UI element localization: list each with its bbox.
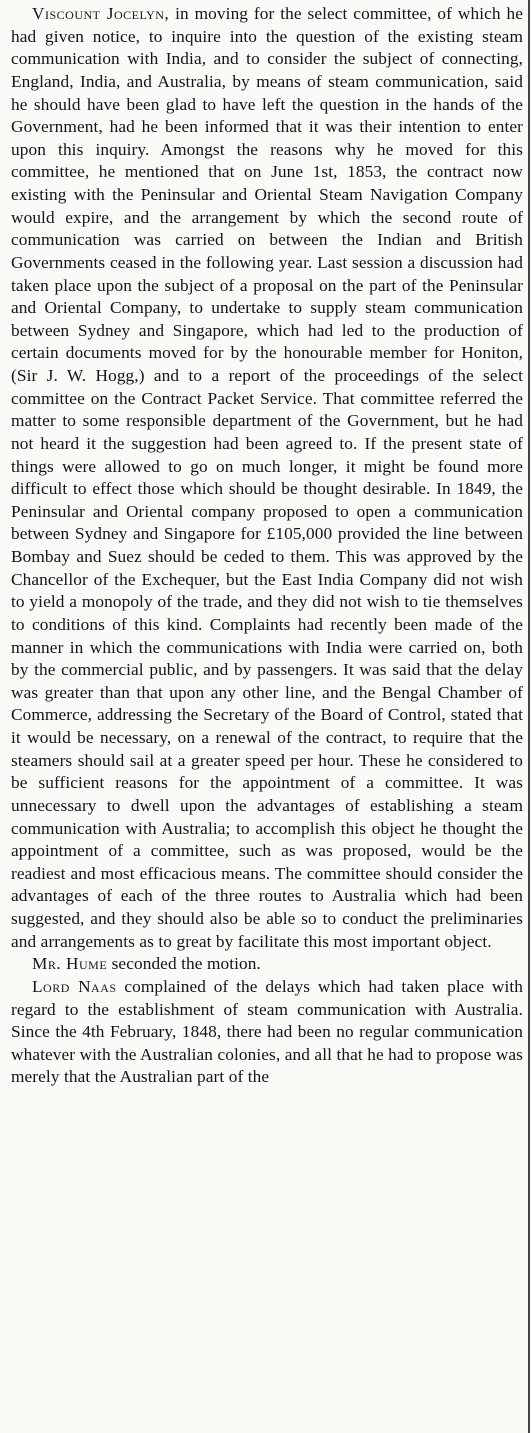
paragraph-viscount-jocelyn bbox=[11, 3, 523, 953]
paragraph-text: seconded the motion. bbox=[107, 954, 261, 974]
paragraph-text: complained of the delays which had taken place with regard to the establishment of steam communication with Australia. Since the 4th February, 1848, there had been no regular communication whatever with the Australian colonies, and all that he had to propose was merely that the Australian part of the bbox=[11, 976, 524, 1087]
column-rule bbox=[528, 0, 530, 1433]
paragraph-mr-hume bbox=[11, 953, 523, 976]
paragraph-text: in moving for the select committee, of which he had given notice, to inquire into the question of the existing steam communication with India, and to consider the subject of connecting, England, India, and Australia, by means of steam communication, said he should have been glad to have left the question in the hands of the Government, had he been informed that it was their intention to enter upon this inquiry. Amongst the reasons why he moved for this committee, he mentioned that on June 1st, 1853, the contract now existing with the Peninsular and Oriental Steam Navigation Company would expire, and the arrangement by which the second route of communication was carried on between the Indian and British Governments ceased in the following year. Last session a discussion had taken place upon the subject of a proposal on the part of the Peninsular and Oriental Company, to undertake to supply steam communication between Sydney and Singapore, which had led to the production of certain documents moved for by the honourable member for Honiton, (Sir J. W. Hogg,) and to a report of the proceedings of the select committee on the Contract Packet Service. That committee referred the matter to some responsible department of the Government, but he had not heard it the suggestion had been agreed to. If the present state of things were allowed to go on much longer, it might be found more difficult to effect those which should be thought desirable. In 1849, the Peninsular and Oriental company proposed to open a communication between Sydney and Singapore for £105,000 provided the line between Bombay and Suez should be ceded to them. This was approved by the Chancellor of the Exchequer, but the East India Company did not wish to yield a monopoly of the trade, and they did not wish to tie themselves to conditions of this kind. Complaints had recently been made of the manner in which the communications with India were carried on, both by the commercial public, and by passengers. It was said that the delay was greater than that upon any other line, and the Bengal Chamber of Commerce, addressing the Secretary of the Board of Control, stated that it would be necessary, on a renewal of the contract, to require that the steamers should sail at a greater speed per hour. These he considered to be sufficient reasons for the appointment of a committee. It was unnecessary to dwell upon the advantages of establishing a steam communication with Australia; to accomplish this object he thought the appointment of a committee, such as was proposed, would be the readiest and most efficacious means. The committee should consider the advantages of each of the three routes to Australia which had been suggested, and they should also be able so to conduct the preliminaries and arrangements as to great by facilitate this most important object. bbox=[11, 4, 524, 951]
speaker-name: Lord Naas bbox=[32, 976, 117, 996]
article-column bbox=[11, 3, 523, 1089]
paragraph-lord-naas bbox=[11, 976, 523, 1089]
speaker-name: Viscount Jocelyn, bbox=[32, 4, 170, 23]
speaker-name: Mr. Hume bbox=[32, 954, 108, 974]
